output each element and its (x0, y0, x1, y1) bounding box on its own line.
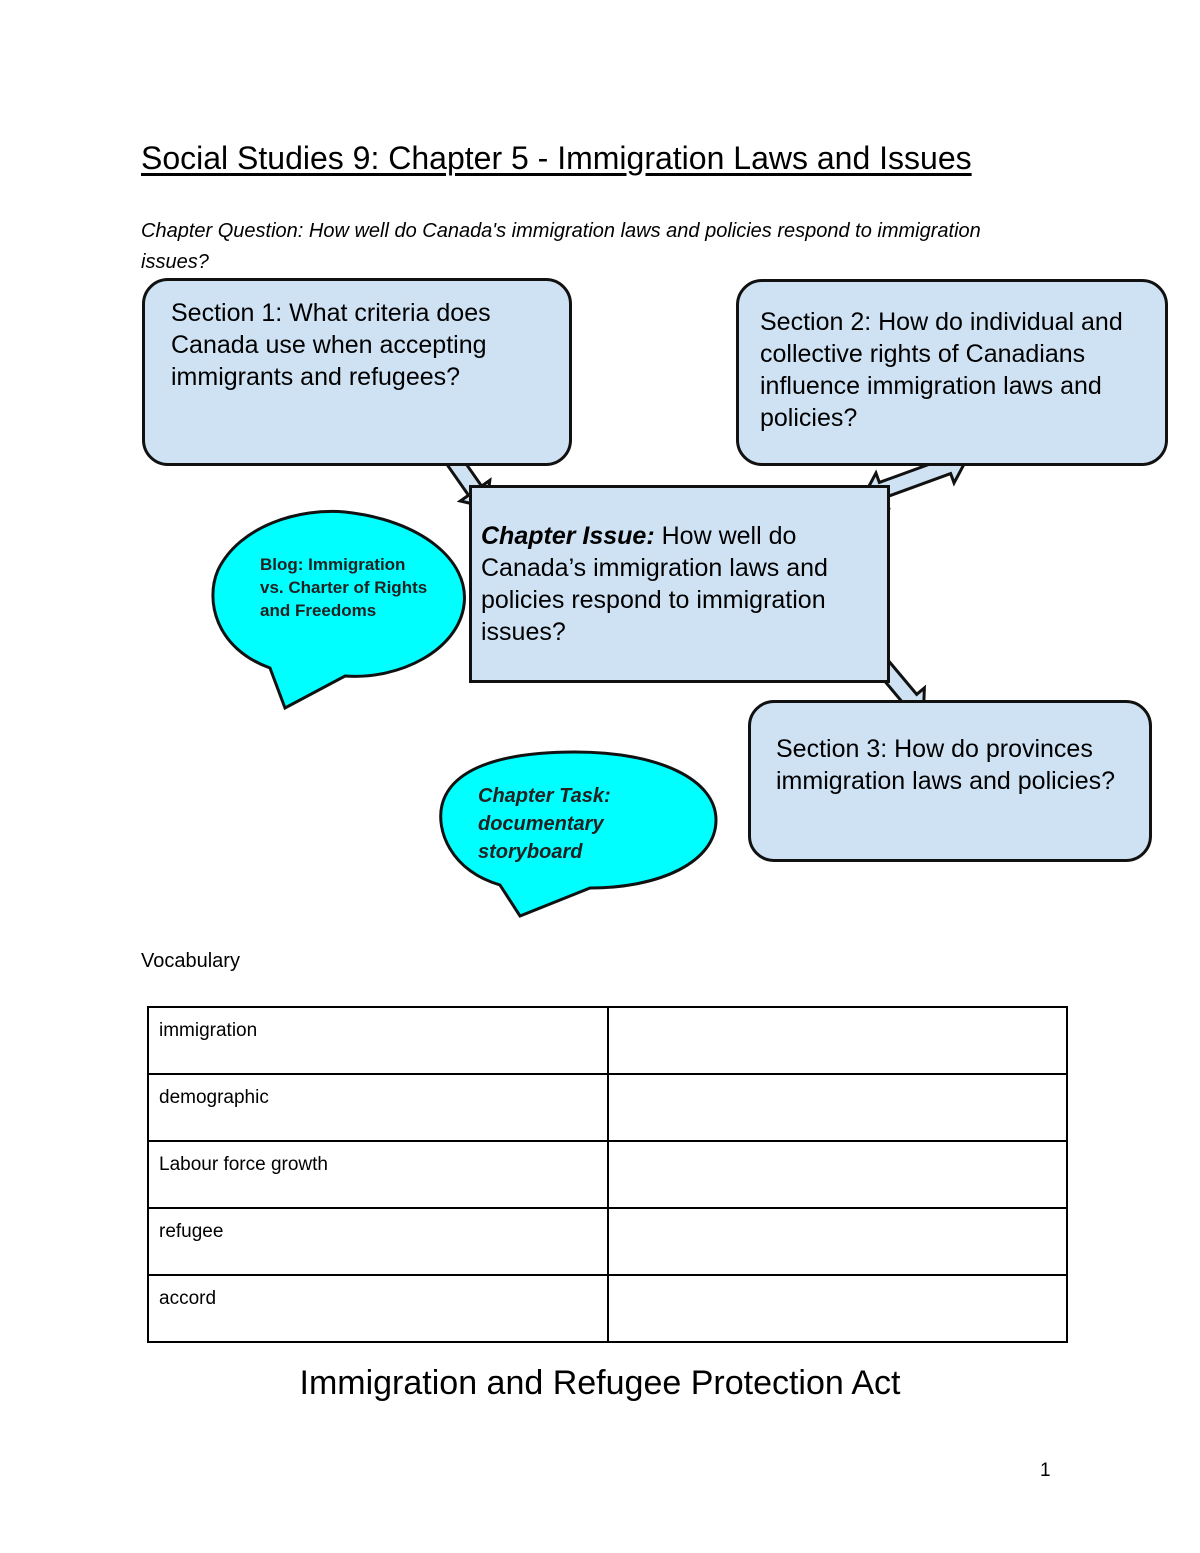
table-row (148, 1074, 1067, 1141)
vocab-term: accord (148, 1275, 608, 1342)
vocabulary-table (147, 1006, 1068, 1343)
table-row (148, 1141, 1067, 1208)
section-3-text: Section 3: How do provinces immigration laws and policies? (776, 735, 1116, 795)
section-3-box (748, 700, 1152, 862)
section-1-box (142, 278, 572, 466)
act-heading: Immigration and Refugee Protection Act (299, 1364, 901, 1402)
table-row (148, 1275, 1067, 1342)
vocab-definition-cell[interactable] (608, 1007, 1067, 1074)
vocab-definition-cell[interactable] (608, 1208, 1067, 1275)
table-row (148, 1208, 1067, 1275)
vocab-term: refugee (148, 1208, 608, 1275)
vocab-term: Labour force growth (148, 1141, 608, 1208)
table-row (148, 1007, 1067, 1074)
vocabulary-label: Vocabulary (141, 950, 240, 972)
vocab-definition-cell[interactable] (608, 1074, 1067, 1141)
chapter-question: Chapter Question: How well do Canada's immigration laws and policies respond to immigration issues? (141, 220, 981, 273)
chapter-issue-label: Chapter Issue: (481, 522, 655, 550)
vocab-definition-cell[interactable] (608, 1141, 1067, 1208)
task-bubble-text: Chapter Task: documentary storyboard (478, 785, 611, 863)
page-title: Social Studies 9: Chapter 5 - Immigration Laws and Issues (141, 140, 972, 176)
section-2-text: Section 2: How do individual and collective rights of Canadians influence immigration laws and policies? (760, 308, 1123, 432)
blog-bubble-text: Blog: Immigration vs. Charter of Rights and Freedoms (260, 555, 428, 620)
vocab-definition-cell[interactable] (608, 1275, 1067, 1342)
section-1-text: Section 1: What criteria does Canada use when accepting immigrants and refugees? (171, 299, 491, 391)
section-2-box (736, 279, 1168, 466)
chapter-issue-text: How well do Canada’s immigration laws and policies respond to immigration issues? (481, 522, 828, 646)
page-number: 1 (1040, 1460, 1051, 1481)
chapter-issue-box (469, 485, 890, 683)
vocab-term: demographic (148, 1074, 608, 1141)
vocab-term: immigration (148, 1007, 608, 1074)
